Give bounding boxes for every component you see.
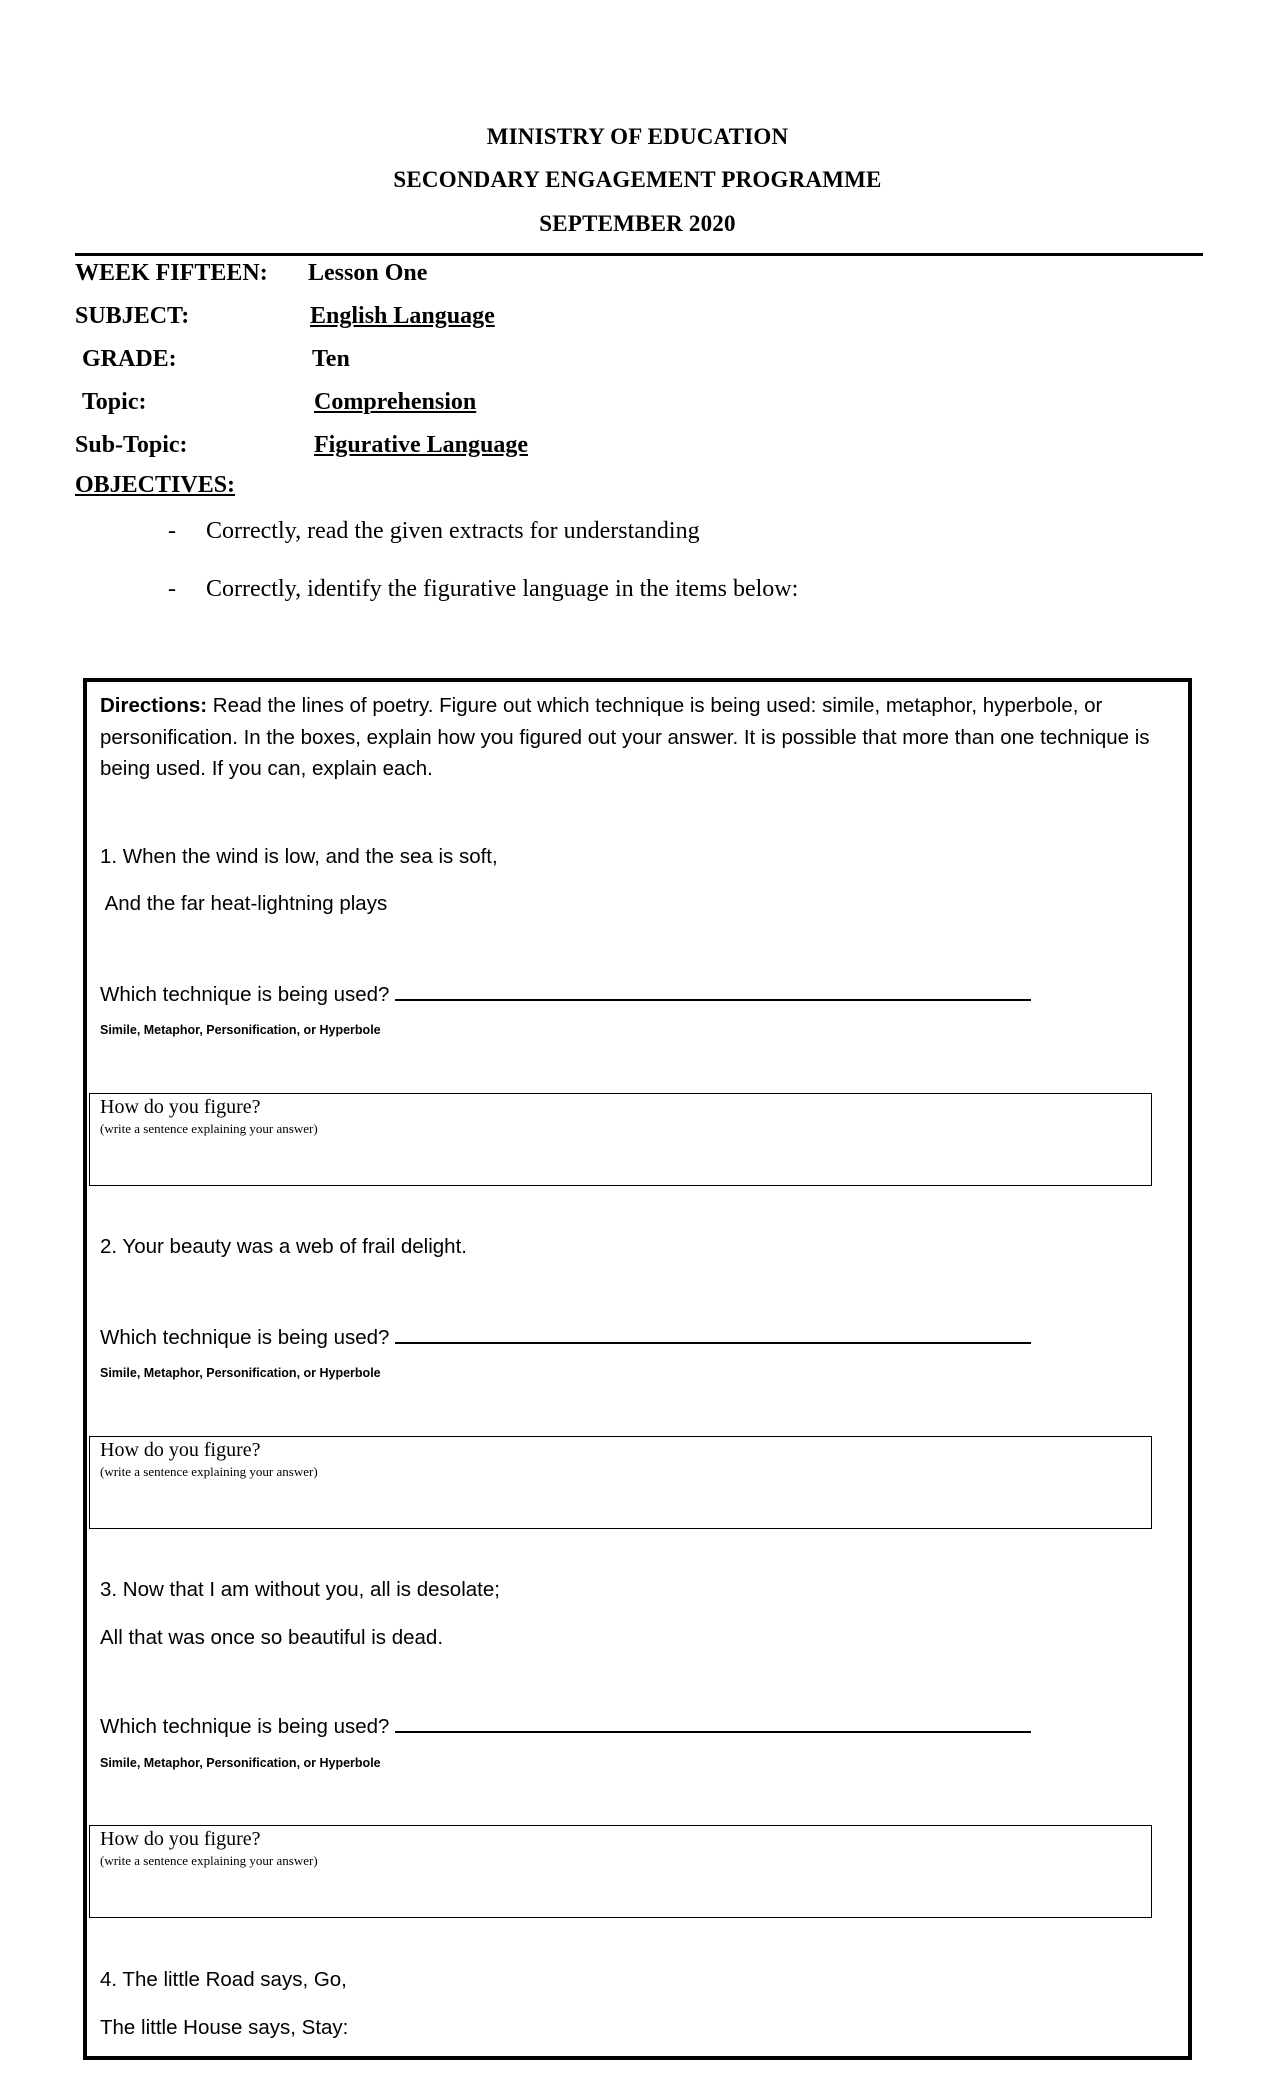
objectives-title: OBJECTIVES:	[75, 472, 236, 498]
week-label: WEEK FIFTEEN:	[75, 260, 268, 286]
directions	[100, 690, 1160, 785]
poem-line: 2. Your beauty was a web of frail delight.	[100, 1235, 467, 1258]
technique-question	[100, 1711, 1031, 1739]
explanation-box[interactable]	[89, 1436, 1152, 1529]
explanation-hint: (write a sentence explaining your answer)	[100, 1464, 318, 1479]
grade-label: GRADE:	[82, 346, 177, 372]
subject-label: SUBJECT:	[75, 303, 190, 329]
header-divider	[75, 253, 1203, 256]
header-programme: SECONDARY ENGAGEMENT PROGRAMME	[393, 167, 882, 192]
objective-item: - Correctly, read the given extracts for understanding	[168, 518, 700, 544]
poem-line: The little House says, Stay:	[100, 2016, 349, 2039]
answer-blank[interactable]	[395, 1322, 1031, 1344]
subtopic-value: Figurative Language	[314, 432, 528, 458]
explanation-title: How do you figure?	[100, 1096, 261, 1118]
week-value: Lesson One	[308, 260, 428, 286]
poem-line: 1. When the wind is low, and the sea is soft,	[100, 845, 498, 868]
technique-question	[100, 1322, 1031, 1350]
explanation-box[interactable]	[89, 1825, 1152, 1918]
directions-text: Read the lines of poetry. Figure out which technique is being used: simile, metaphor, hyperbole, or personification. In the boxes, explain how you figured out your answer. It is possible that more than one technique is being used. If you can, explain each.	[100, 694, 1150, 780]
technique-question	[100, 979, 1031, 1007]
explanation-box[interactable]	[89, 1093, 1152, 1186]
explanation-title: How do you figure?	[100, 1439, 261, 1461]
technique-options: Simile, Metaphor, Personification, or Hyperbole	[100, 1366, 381, 1380]
subject-value: English Language	[310, 303, 495, 329]
header-ministry: MINISTRY OF EDUCATION	[486, 124, 789, 149]
topic-label: Topic:	[82, 389, 147, 415]
technique-options: Simile, Metaphor, Personification, or Hyperbole	[100, 1023, 381, 1037]
topic-value: Comprehension	[314, 389, 477, 415]
technique-options: Simile, Metaphor, Personification, or Hyperbole	[100, 1756, 381, 1770]
poem-line: 3. Now that I am without you, all is desolate;	[100, 1578, 500, 1601]
directions-label: Directions:	[100, 694, 208, 717]
objective-item: - Correctly, identify the figurative language in the items below:	[168, 576, 799, 602]
poem-line: 4. The little Road says, Go,	[100, 1968, 347, 1991]
technique-prompt: Which technique is being used?	[100, 983, 390, 1006]
header-date: SEPTEMBER 2020	[539, 211, 736, 236]
poem-line: And the far heat-lightning plays	[100, 892, 388, 915]
objective-text: Correctly, read the given extracts for understanding	[206, 518, 700, 544]
explanation-title: How do you figure?	[100, 1828, 261, 1850]
explanation-hint: (write a sentence explaining your answer)	[100, 1121, 318, 1136]
explanation-hint: (write a sentence explaining your answer)	[100, 1853, 318, 1868]
technique-prompt: Which technique is being used?	[100, 1715, 390, 1738]
technique-prompt: Which technique is being used?	[100, 1326, 390, 1349]
answer-blank[interactable]	[395, 979, 1031, 1001]
grade-value: Ten	[312, 346, 350, 372]
objective-text: Correctly, identify the figurative language in the items below:	[206, 576, 799, 602]
poem-line: All that was once so beautiful is dead.	[100, 1626, 444, 1649]
answer-blank[interactable]	[395, 1711, 1031, 1733]
subtopic-label: Sub-Topic:	[75, 432, 188, 458]
